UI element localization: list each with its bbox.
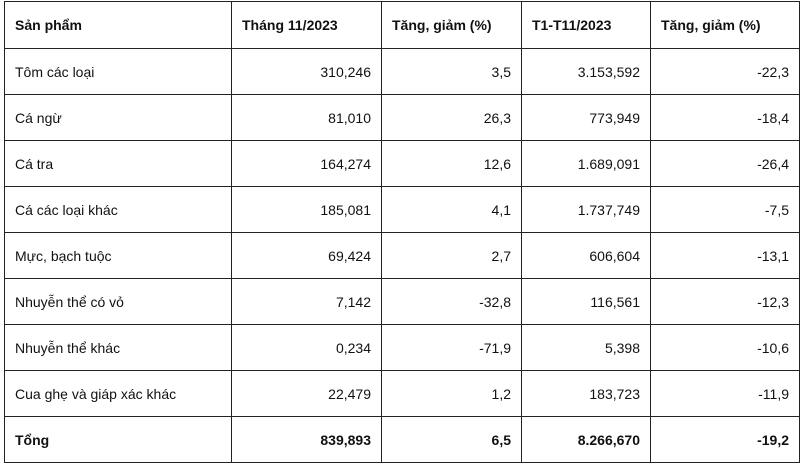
month-value: 164,274 — [232, 141, 382, 187]
header-ytd: T1-T11/2023 — [522, 2, 651, 49]
month-value: 185,081 — [232, 187, 382, 233]
month-change: -71,9 — [382, 325, 522, 371]
ytd-change: -22,3 — [651, 49, 800, 95]
month-value: 310,246 — [232, 49, 382, 95]
month-change: 4,1 — [382, 187, 522, 233]
ytd-change: -7,5 — [651, 187, 800, 233]
product-name: Nhuyễn thể khác — [5, 325, 232, 371]
header-ytd-change: Tăng, giảm (%) — [651, 2, 800, 49]
ytd-change: -18,4 — [651, 95, 800, 141]
ytd-value: 116,561 — [522, 279, 651, 325]
seafood-export-table — [4, 1, 800, 463]
month-value: 22,479 — [232, 371, 382, 417]
total-ytd-value: 8.266,670 — [522, 417, 651, 463]
ytd-change: -10,6 — [651, 325, 800, 371]
header-month-change: Tăng, giảm (%) — [382, 2, 522, 49]
header-month: Tháng 11/2023 — [232, 2, 382, 49]
export-table-container — [4, 1, 799, 463]
ytd-value: 1.737,749 — [522, 187, 651, 233]
total-ytd-change: -19,2 — [651, 417, 800, 463]
ytd-value: 606,604 — [522, 233, 651, 279]
month-change: -32,8 — [382, 279, 522, 325]
product-name: Nhuyễn thể có vỏ — [5, 279, 232, 325]
month-change: 26,3 — [382, 95, 522, 141]
header-product: Sản phẩm — [5, 2, 232, 49]
product-name: Cua ghẹ và giáp xác khác — [5, 371, 232, 417]
total-label: Tổng — [5, 417, 232, 463]
table-row — [5, 187, 800, 233]
table-total-row — [5, 417, 800, 463]
ytd-value: 3.153,592 — [522, 49, 651, 95]
month-value: 7,142 — [232, 279, 382, 325]
product-name: Mực, bạch tuộc — [5, 233, 232, 279]
month-value: 0,234 — [232, 325, 382, 371]
ytd-change: -11,9 — [651, 371, 800, 417]
ytd-value: 773,949 — [522, 95, 651, 141]
month-value: 69,424 — [232, 233, 382, 279]
ytd-value: 5,398 — [522, 325, 651, 371]
product-name: Cá các loại khác — [5, 187, 232, 233]
month-value: 81,010 — [232, 95, 382, 141]
ytd-change: -13,1 — [651, 233, 800, 279]
total-month-change: 6,5 — [382, 417, 522, 463]
ytd-value: 1.689,091 — [522, 141, 651, 187]
month-change: 1,2 — [382, 371, 522, 417]
table-header-row — [5, 2, 800, 49]
total-month-value: 839,893 — [232, 417, 382, 463]
ytd-value: 183,723 — [522, 371, 651, 417]
table-row — [5, 49, 800, 95]
product-name: Cá ngừ — [5, 95, 232, 141]
month-change: 12,6 — [382, 141, 522, 187]
month-change: 3,5 — [382, 49, 522, 95]
month-change: 2,7 — [382, 233, 522, 279]
ytd-change: -26,4 — [651, 141, 800, 187]
table-row — [5, 325, 800, 371]
table-row — [5, 279, 800, 325]
table-row — [5, 141, 800, 187]
ytd-change: -12,3 — [651, 279, 800, 325]
table-row — [5, 95, 800, 141]
product-name: Cá tra — [5, 141, 232, 187]
table-row — [5, 371, 800, 417]
product-name: Tôm các loại — [5, 49, 232, 95]
table-row — [5, 233, 800, 279]
